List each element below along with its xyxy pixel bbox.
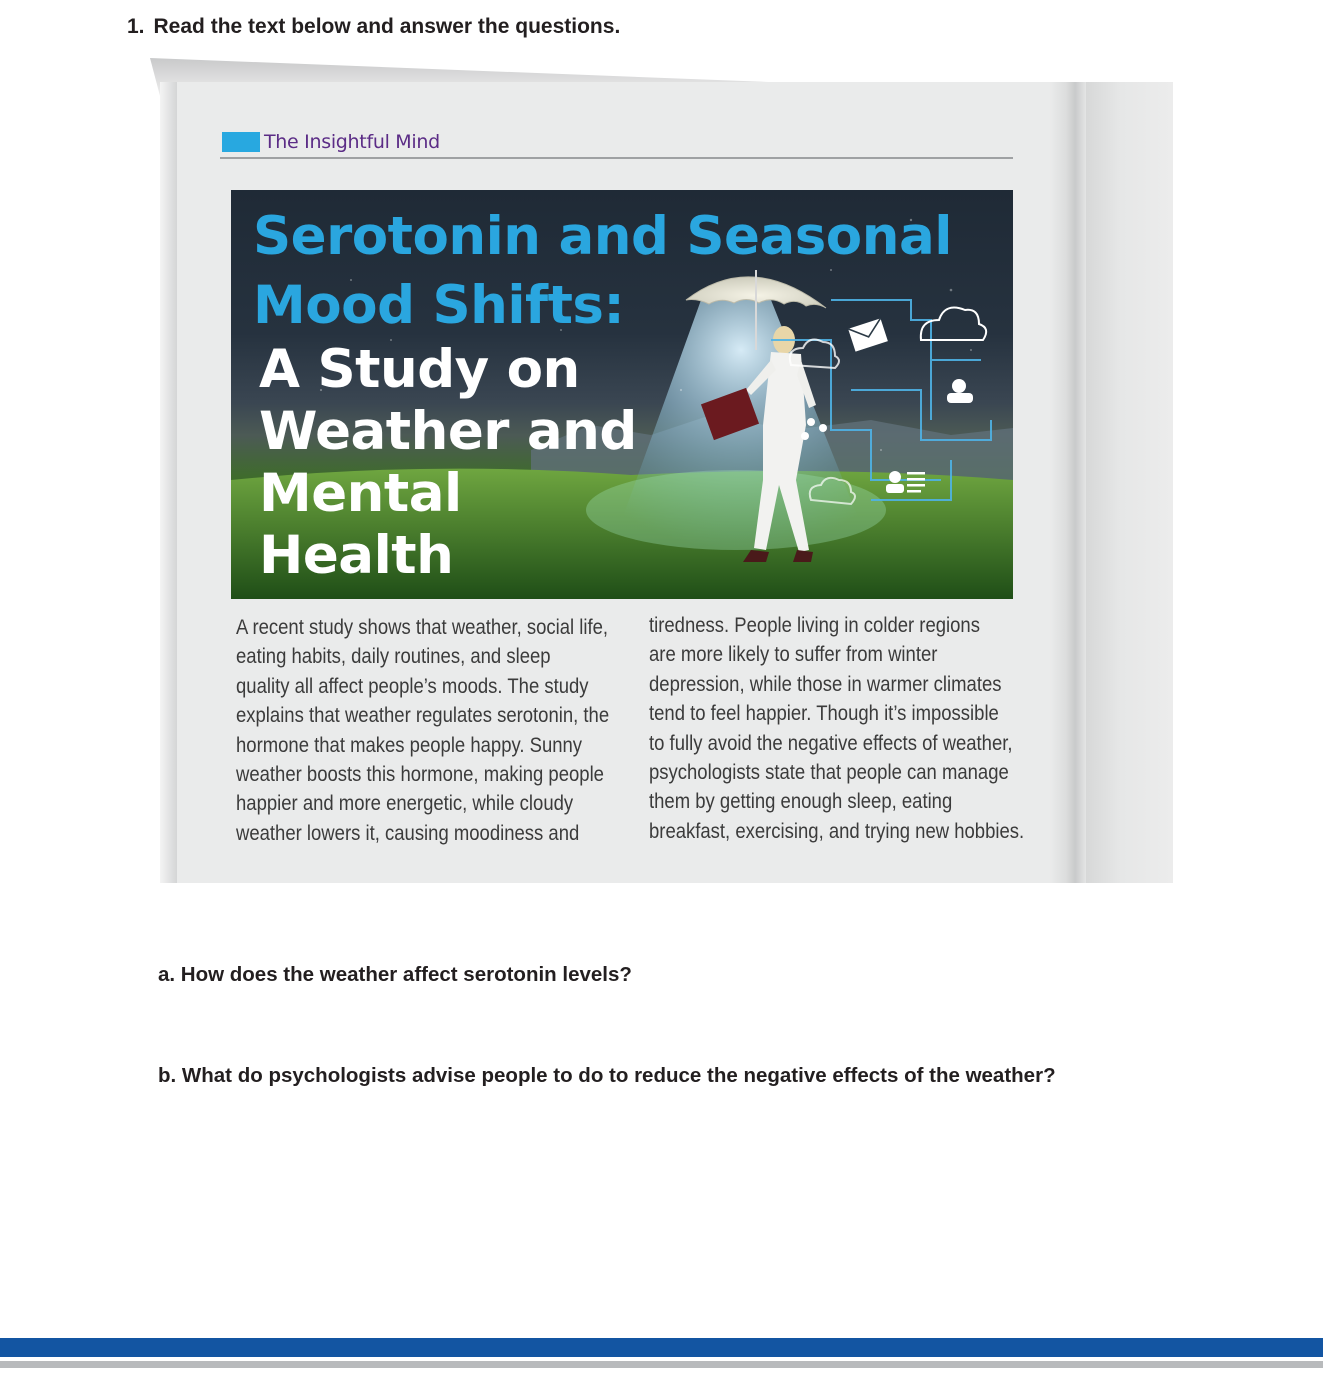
article-line: tiredness. People living in colder regions: [649, 613, 980, 637]
article-line: are more likely to suffer from winter: [649, 642, 938, 667]
magazine-right-page: [1086, 82, 1173, 883]
article-column-left: [236, 613, 609, 848]
footer-grey-bar: [0, 1361, 1323, 1368]
article-line: psychologists state that people can manage: [649, 760, 1009, 785]
article-line: explains that weather regulates serotonin, the: [236, 703, 610, 728]
article-line: happier and more energetic, while cloudy: [236, 791, 574, 816]
article-line: depression, while those in warmer climates: [649, 671, 1002, 696]
footer-blue-bar: [0, 1338, 1323, 1357]
person-network-icon: [947, 379, 973, 403]
article-subtitle: A Study on Weather and Mental Health: [259, 339, 637, 586]
section-color-tag: [222, 132, 260, 152]
hero-image: [231, 190, 1013, 599]
exercise-instruction-text: Read the text below and answer the questions.: [153, 15, 621, 38]
magazine-left-edge: [160, 82, 177, 883]
magazine-fold: [1050, 82, 1086, 883]
exercise-number: 1.: [127, 15, 145, 38]
article-line: them by getting enough sleep, eating: [649, 789, 953, 814]
section-divider: [220, 157, 1013, 159]
article-column-right: [649, 611, 1024, 846]
question-a: a. How does the weather affect serotonin levels?: [158, 963, 632, 986]
article-line: quality all affect people’s moods. The study: [236, 673, 589, 698]
article-line: weather lowers it, causing moodiness and: [236, 820, 580, 845]
article-line: tend to feel happier. Though it’s impossible: [649, 701, 999, 726]
article-line: to fully avoid the negative effects of weather,: [649, 730, 1013, 755]
article-line: A recent study shows that weather, social life,: [236, 615, 609, 639]
exercise-instruction: [127, 15, 620, 39]
article-line: eating habits, daily routines, and sleep: [236, 644, 551, 669]
article-line: breakfast, exercising, and trying new hobbies.: [649, 818, 1025, 843]
article-title-main: Serotonin and Seasonal Mood Shifts:: [253, 206, 952, 336]
article-line: weather boosts this hormone, making people: [236, 762, 604, 787]
section-label: The Insightful Mind: [264, 131, 440, 153]
question-b: b. What do psychologists advise people to do to reduce the negative effects of the weather?: [158, 1064, 1056, 1087]
article-line: hormone that makes people happy. Sunny: [236, 732, 583, 757]
